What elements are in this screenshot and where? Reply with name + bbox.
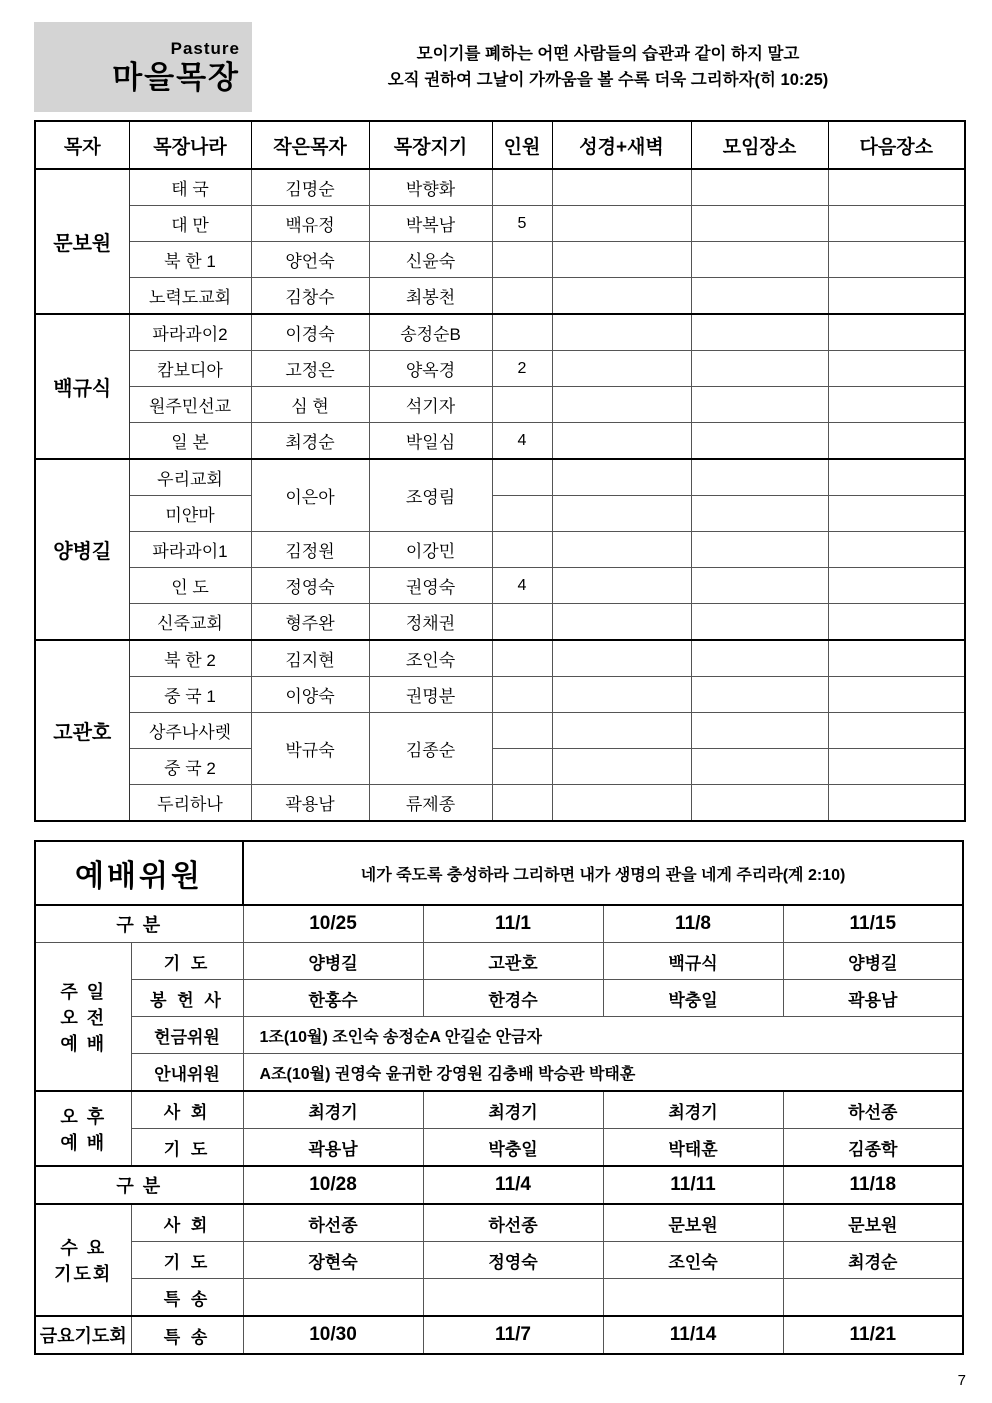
pasture-country: 미얀마	[129, 496, 251, 532]
pasture-keeper: 박향화	[369, 169, 492, 206]
pasture-nextplace	[828, 785, 965, 822]
pasture-table	[34, 120, 966, 822]
pasture-nextplace	[828, 496, 965, 532]
worship-title: 예배위원	[35, 841, 243, 905]
cell-value: 최경기	[603, 1091, 783, 1129]
pasture-pastor: 고관호	[35, 640, 129, 821]
table-row	[35, 568, 965, 604]
cell-value: 조인숙	[603, 1242, 783, 1279]
pasture-subpastor: 이경숙	[251, 314, 369, 351]
pasture-table-wrapper	[34, 120, 962, 822]
pasture-country: 우리교회	[129, 459, 251, 496]
worship-date-6: 11/4	[423, 1166, 603, 1204]
pasture-place	[691, 351, 828, 387]
worship-date-4: 11/15	[783, 905, 963, 943]
pasture-subpastor: 곽용남	[251, 785, 369, 822]
pasture-keeper: 조영림	[369, 459, 492, 532]
pasture-country: 신죽교회	[129, 604, 251, 641]
pasture-header-row	[35, 121, 965, 169]
pasture-subpastor: 형주완	[251, 604, 369, 641]
header-verse-line-2: 오직 권하여 그날이 가까움을 볼 수록 더욱 그리하자(히 10:25)	[387, 71, 829, 89]
table-row	[35, 1091, 963, 1129]
pasture-country: 인 도	[129, 568, 251, 604]
header-korean-title: 마을목장	[112, 60, 240, 95]
cell-value: 최경기	[243, 1091, 423, 1129]
table-row	[35, 242, 965, 278]
pasture-place	[691, 568, 828, 604]
pasture-pastor: 백규식	[35, 314, 129, 459]
pasture-col-pastor: 목자	[35, 121, 129, 169]
pasture-bible	[552, 278, 691, 315]
pasture-place	[691, 423, 828, 460]
pasture-keeper: 석기자	[369, 387, 492, 423]
usher-committee-value: A조(10월) 권영숙 윤귀한 강영원 김충배 박승관 박태훈	[243, 1054, 963, 1092]
pasture-bible	[552, 713, 691, 749]
cell-value: 곽용남	[243, 1129, 423, 1167]
pasture-bible	[552, 749, 691, 785]
pasture-keeper: 박일심	[369, 423, 492, 460]
sunday-afternoon-label-line-2: 예 배	[60, 1132, 107, 1153]
pasture-subpastor: 이양숙	[251, 677, 369, 713]
wednesday-label-line-2: 기도회	[54, 1264, 113, 1284]
worship-section-label-2: 구 분	[35, 1166, 243, 1204]
cell-value	[243, 1279, 423, 1317]
cell-value	[603, 1279, 783, 1317]
pasture-keeper: 류제종	[369, 785, 492, 822]
pasture-col-subpastor: 작은목자	[251, 121, 369, 169]
wednesday-label	[35, 1204, 131, 1316]
header-title-block	[34, 22, 252, 112]
pasture-country: 상주나사렛	[129, 713, 251, 749]
row-label-usher-committee: 안내위원	[131, 1054, 243, 1092]
worship-date-2: 11/1	[423, 905, 603, 943]
friday-label: 금요기도회	[35, 1316, 131, 1354]
cell-value: 양병길	[243, 943, 423, 980]
cell-value: 하선종	[243, 1204, 423, 1242]
pasture-bible	[552, 785, 691, 822]
pasture-country: 북 한 1	[129, 242, 251, 278]
table-row	[35, 1017, 963, 1054]
pasture-country: 파라과이1	[129, 532, 251, 568]
cell-value: 곽용남	[783, 980, 963, 1017]
cell-value: 양병길	[783, 943, 963, 980]
pasture-place	[691, 640, 828, 677]
table-row	[35, 677, 965, 713]
pasture-count: 2	[492, 351, 552, 387]
cell-value	[783, 1279, 963, 1317]
sunday-morning-label-line-2: 오 전	[60, 1007, 107, 1028]
table-row	[35, 206, 965, 242]
table-row	[35, 1129, 963, 1167]
pasture-count	[492, 532, 552, 568]
wednesday-label-line-1: 수 요	[60, 1238, 107, 1258]
cell-value: 정영숙	[423, 1242, 603, 1279]
worship-date-5: 10/28	[243, 1166, 423, 1204]
table-row	[35, 314, 965, 351]
cell-value: 한경수	[423, 980, 603, 1017]
pasture-bible	[552, 640, 691, 677]
table-row	[35, 1242, 963, 1279]
cell-value: 고관호	[423, 943, 603, 980]
sunday-afternoon-label	[35, 1091, 131, 1166]
pasture-subpastor: 정영숙	[251, 568, 369, 604]
worship-date-9: 10/30	[243, 1316, 423, 1354]
row-label-moderator-pm: 사 회	[131, 1091, 243, 1129]
cell-value: 문보원	[783, 1204, 963, 1242]
worship-table-wrapper	[34, 840, 962, 1355]
pasture-place	[691, 496, 828, 532]
pasture-country: 대 만	[129, 206, 251, 242]
pasture-pastor: 문보원	[35, 169, 129, 314]
pasture-nextplace	[828, 677, 965, 713]
table-row	[35, 943, 963, 980]
offering-committee-value: 1조(10월) 조인숙 송정순A 안길순 안금자	[243, 1017, 963, 1054]
worship-section-label-1: 구 분	[35, 905, 243, 943]
pasture-place	[691, 713, 828, 749]
pasture-subpastor: 박규숙	[251, 713, 369, 785]
pasture-subpastor: 김정원	[251, 532, 369, 568]
cell-value	[423, 1279, 603, 1317]
table-row	[35, 604, 965, 641]
header-verse-block	[252, 22, 964, 112]
worship-date-3: 11/8	[603, 905, 783, 943]
worship-date-1: 10/25	[243, 905, 423, 943]
pasture-bible	[552, 242, 691, 278]
pasture-nextplace	[828, 713, 965, 749]
cell-value: 백규식	[603, 943, 783, 980]
sunday-morning-label-line-3: 예 배	[60, 1033, 107, 1054]
pasture-place	[691, 314, 828, 351]
pasture-country: 캄보디아	[129, 351, 251, 387]
worship-verse: 네가 죽도록 충성하라 그리하면 내가 생명의 관을 네게 주리라(계 2:10)	[243, 841, 963, 905]
row-label-special-song-wed: 특 송	[131, 1279, 243, 1317]
worship-date-11: 11/14	[603, 1316, 783, 1354]
pasture-country: 파라과이2	[129, 314, 251, 351]
pasture-count	[492, 459, 552, 496]
worship-section-row-1	[35, 905, 963, 943]
pasture-keeper: 정채권	[369, 604, 492, 641]
cell-value: 최경순	[783, 1242, 963, 1279]
pasture-nextplace	[828, 532, 965, 568]
pasture-subpastor: 백유정	[251, 206, 369, 242]
pasture-country: 원주민선교	[129, 387, 251, 423]
pasture-nextplace	[828, 423, 965, 460]
pasture-subpastor: 양언숙	[251, 242, 369, 278]
pasture-col-place: 모임장소	[691, 121, 828, 169]
pasture-keeper: 양옥경	[369, 351, 492, 387]
pasture-count	[492, 169, 552, 206]
friday-prayer-row	[35, 1316, 963, 1354]
pasture-count	[492, 713, 552, 749]
pasture-nextplace	[828, 206, 965, 242]
pasture-bible	[552, 604, 691, 641]
table-row	[35, 785, 965, 822]
pasture-subpastor: 김명순	[251, 169, 369, 206]
pasture-pastor: 양병길	[35, 459, 129, 640]
pasture-nextplace	[828, 459, 965, 496]
cell-value: 하선종	[423, 1204, 603, 1242]
row-label-special-song-fri: 특 송	[131, 1316, 243, 1354]
pasture-nextplace	[828, 640, 965, 677]
worship-date-7: 11/11	[603, 1166, 783, 1204]
cell-value: 장현숙	[243, 1242, 423, 1279]
pasture-count	[492, 785, 552, 822]
pasture-col-keeper: 목장지기	[369, 121, 492, 169]
table-row	[35, 496, 965, 532]
pasture-bible	[552, 387, 691, 423]
pasture-country: 중 국 2	[129, 749, 251, 785]
cell-value: 박태훈	[603, 1129, 783, 1167]
pasture-nextplace	[828, 169, 965, 206]
cell-value: 하선종	[783, 1091, 963, 1129]
worship-table	[34, 840, 964, 1355]
pasture-bible	[552, 459, 691, 496]
worship-date-8: 11/18	[783, 1166, 963, 1204]
worship-date-10: 11/7	[423, 1316, 603, 1354]
pasture-count	[492, 640, 552, 677]
pasture-subpastor: 이은아	[251, 459, 369, 532]
worship-date-12: 11/21	[783, 1316, 963, 1354]
worship-title-row	[35, 841, 963, 905]
pasture-keeper: 최봉천	[369, 278, 492, 315]
pasture-nextplace	[828, 387, 965, 423]
pasture-subpastor: 최경순	[251, 423, 369, 460]
pasture-country: 중 국 1	[129, 677, 251, 713]
pasture-count	[492, 749, 552, 785]
pasture-nextplace	[828, 749, 965, 785]
pasture-count	[492, 677, 552, 713]
table-row	[35, 1054, 963, 1092]
table-row	[35, 713, 965, 749]
page-header	[34, 22, 964, 112]
pasture-place	[691, 387, 828, 423]
pasture-bible	[552, 423, 691, 460]
pasture-subpastor: 고정은	[251, 351, 369, 387]
pasture-col-country: 목장나라	[129, 121, 251, 169]
pasture-col-count: 인원	[492, 121, 552, 169]
pasture-country: 북 한 2	[129, 640, 251, 677]
pasture-subpastor: 김지현	[251, 640, 369, 677]
pasture-country: 태 국	[129, 169, 251, 206]
sunday-morning-label	[35, 943, 131, 1092]
worship-section-row-2	[35, 1166, 963, 1204]
pasture-bible	[552, 677, 691, 713]
row-label-prayer-am: 기 도	[131, 943, 243, 980]
pasture-bible	[552, 314, 691, 351]
pasture-subpastor: 김창수	[251, 278, 369, 315]
table-row	[35, 1279, 963, 1317]
pasture-count	[492, 496, 552, 532]
cell-value: 김종학	[783, 1129, 963, 1167]
row-label-prayer-pm: 기 도	[131, 1129, 243, 1167]
pasture-nextplace	[828, 568, 965, 604]
pasture-place	[691, 278, 828, 315]
pasture-count	[492, 604, 552, 641]
sunday-afternoon-label-line-1: 오 후	[60, 1106, 107, 1127]
pasture-keeper: 권영숙	[369, 568, 492, 604]
pasture-bible	[552, 351, 691, 387]
table-row	[35, 387, 965, 423]
cell-value: 박충일	[423, 1129, 603, 1167]
pasture-bible	[552, 532, 691, 568]
pasture-place	[691, 459, 828, 496]
pasture-place	[691, 677, 828, 713]
pasture-country: 노력도교회	[129, 278, 251, 315]
pasture-place	[691, 749, 828, 785]
table-row	[35, 640, 965, 677]
table-row	[35, 459, 965, 496]
pasture-nextplace	[828, 242, 965, 278]
pasture-count	[492, 242, 552, 278]
pasture-keeper: 송정순B	[369, 314, 492, 351]
pasture-place	[691, 169, 828, 206]
pasture-nextplace	[828, 278, 965, 315]
row-label-offering-speech: 봉 헌 사	[131, 980, 243, 1017]
pasture-place	[691, 242, 828, 278]
pasture-keeper: 조인숙	[369, 640, 492, 677]
cell-value: 문보원	[603, 1204, 783, 1242]
pasture-nextplace	[828, 604, 965, 641]
table-row	[35, 351, 965, 387]
pasture-keeper: 신윤숙	[369, 242, 492, 278]
pasture-table-body	[35, 169, 965, 821]
pasture-country: 두리하나	[129, 785, 251, 822]
table-row	[35, 749, 965, 785]
pasture-bible	[552, 496, 691, 532]
table-row	[35, 169, 965, 206]
page-number: 7	[957, 1372, 966, 1389]
pasture-bible	[552, 169, 691, 206]
table-row	[35, 1204, 963, 1242]
header-english-title: Pasture	[170, 39, 240, 58]
pasture-place	[691, 206, 828, 242]
pasture-count	[492, 278, 552, 315]
row-label-prayer-wed: 기 도	[131, 1242, 243, 1279]
pasture-keeper: 권명분	[369, 677, 492, 713]
pasture-place	[691, 785, 828, 822]
pasture-count	[492, 387, 552, 423]
pasture-bible	[552, 568, 691, 604]
pasture-keeper: 이강민	[369, 532, 492, 568]
cell-value: 최경기	[423, 1091, 603, 1129]
pasture-subpastor: 심 현	[251, 387, 369, 423]
row-label-offering-committee: 헌금위원	[131, 1017, 243, 1054]
pasture-count: 5	[492, 206, 552, 242]
pasture-count	[492, 314, 552, 351]
pasture-col-nextplace: 다음장소	[828, 121, 965, 169]
pasture-count: 4	[492, 423, 552, 460]
header-verse-line-1: 모이기를 폐하는 어떤 사람들의 습관과 같이 하지 말고	[416, 45, 800, 63]
cell-value: 박충일	[603, 980, 783, 1017]
pasture-keeper: 김종순	[369, 713, 492, 785]
row-label-moderator-wed: 사 회	[131, 1204, 243, 1242]
table-row	[35, 423, 965, 460]
pasture-keeper: 박복남	[369, 206, 492, 242]
pasture-col-bible: 성경+새벽	[552, 121, 691, 169]
pasture-place	[691, 604, 828, 641]
table-row	[35, 980, 963, 1017]
pasture-nextplace	[828, 351, 965, 387]
pasture-bible	[552, 206, 691, 242]
table-row	[35, 278, 965, 315]
pasture-nextplace	[828, 314, 965, 351]
cell-value: 한홍수	[243, 980, 423, 1017]
table-row	[35, 532, 965, 568]
pasture-count: 4	[492, 568, 552, 604]
pasture-country: 일 본	[129, 423, 251, 460]
sunday-morning-label-line-1: 주 일	[60, 981, 107, 1002]
pasture-place	[691, 532, 828, 568]
